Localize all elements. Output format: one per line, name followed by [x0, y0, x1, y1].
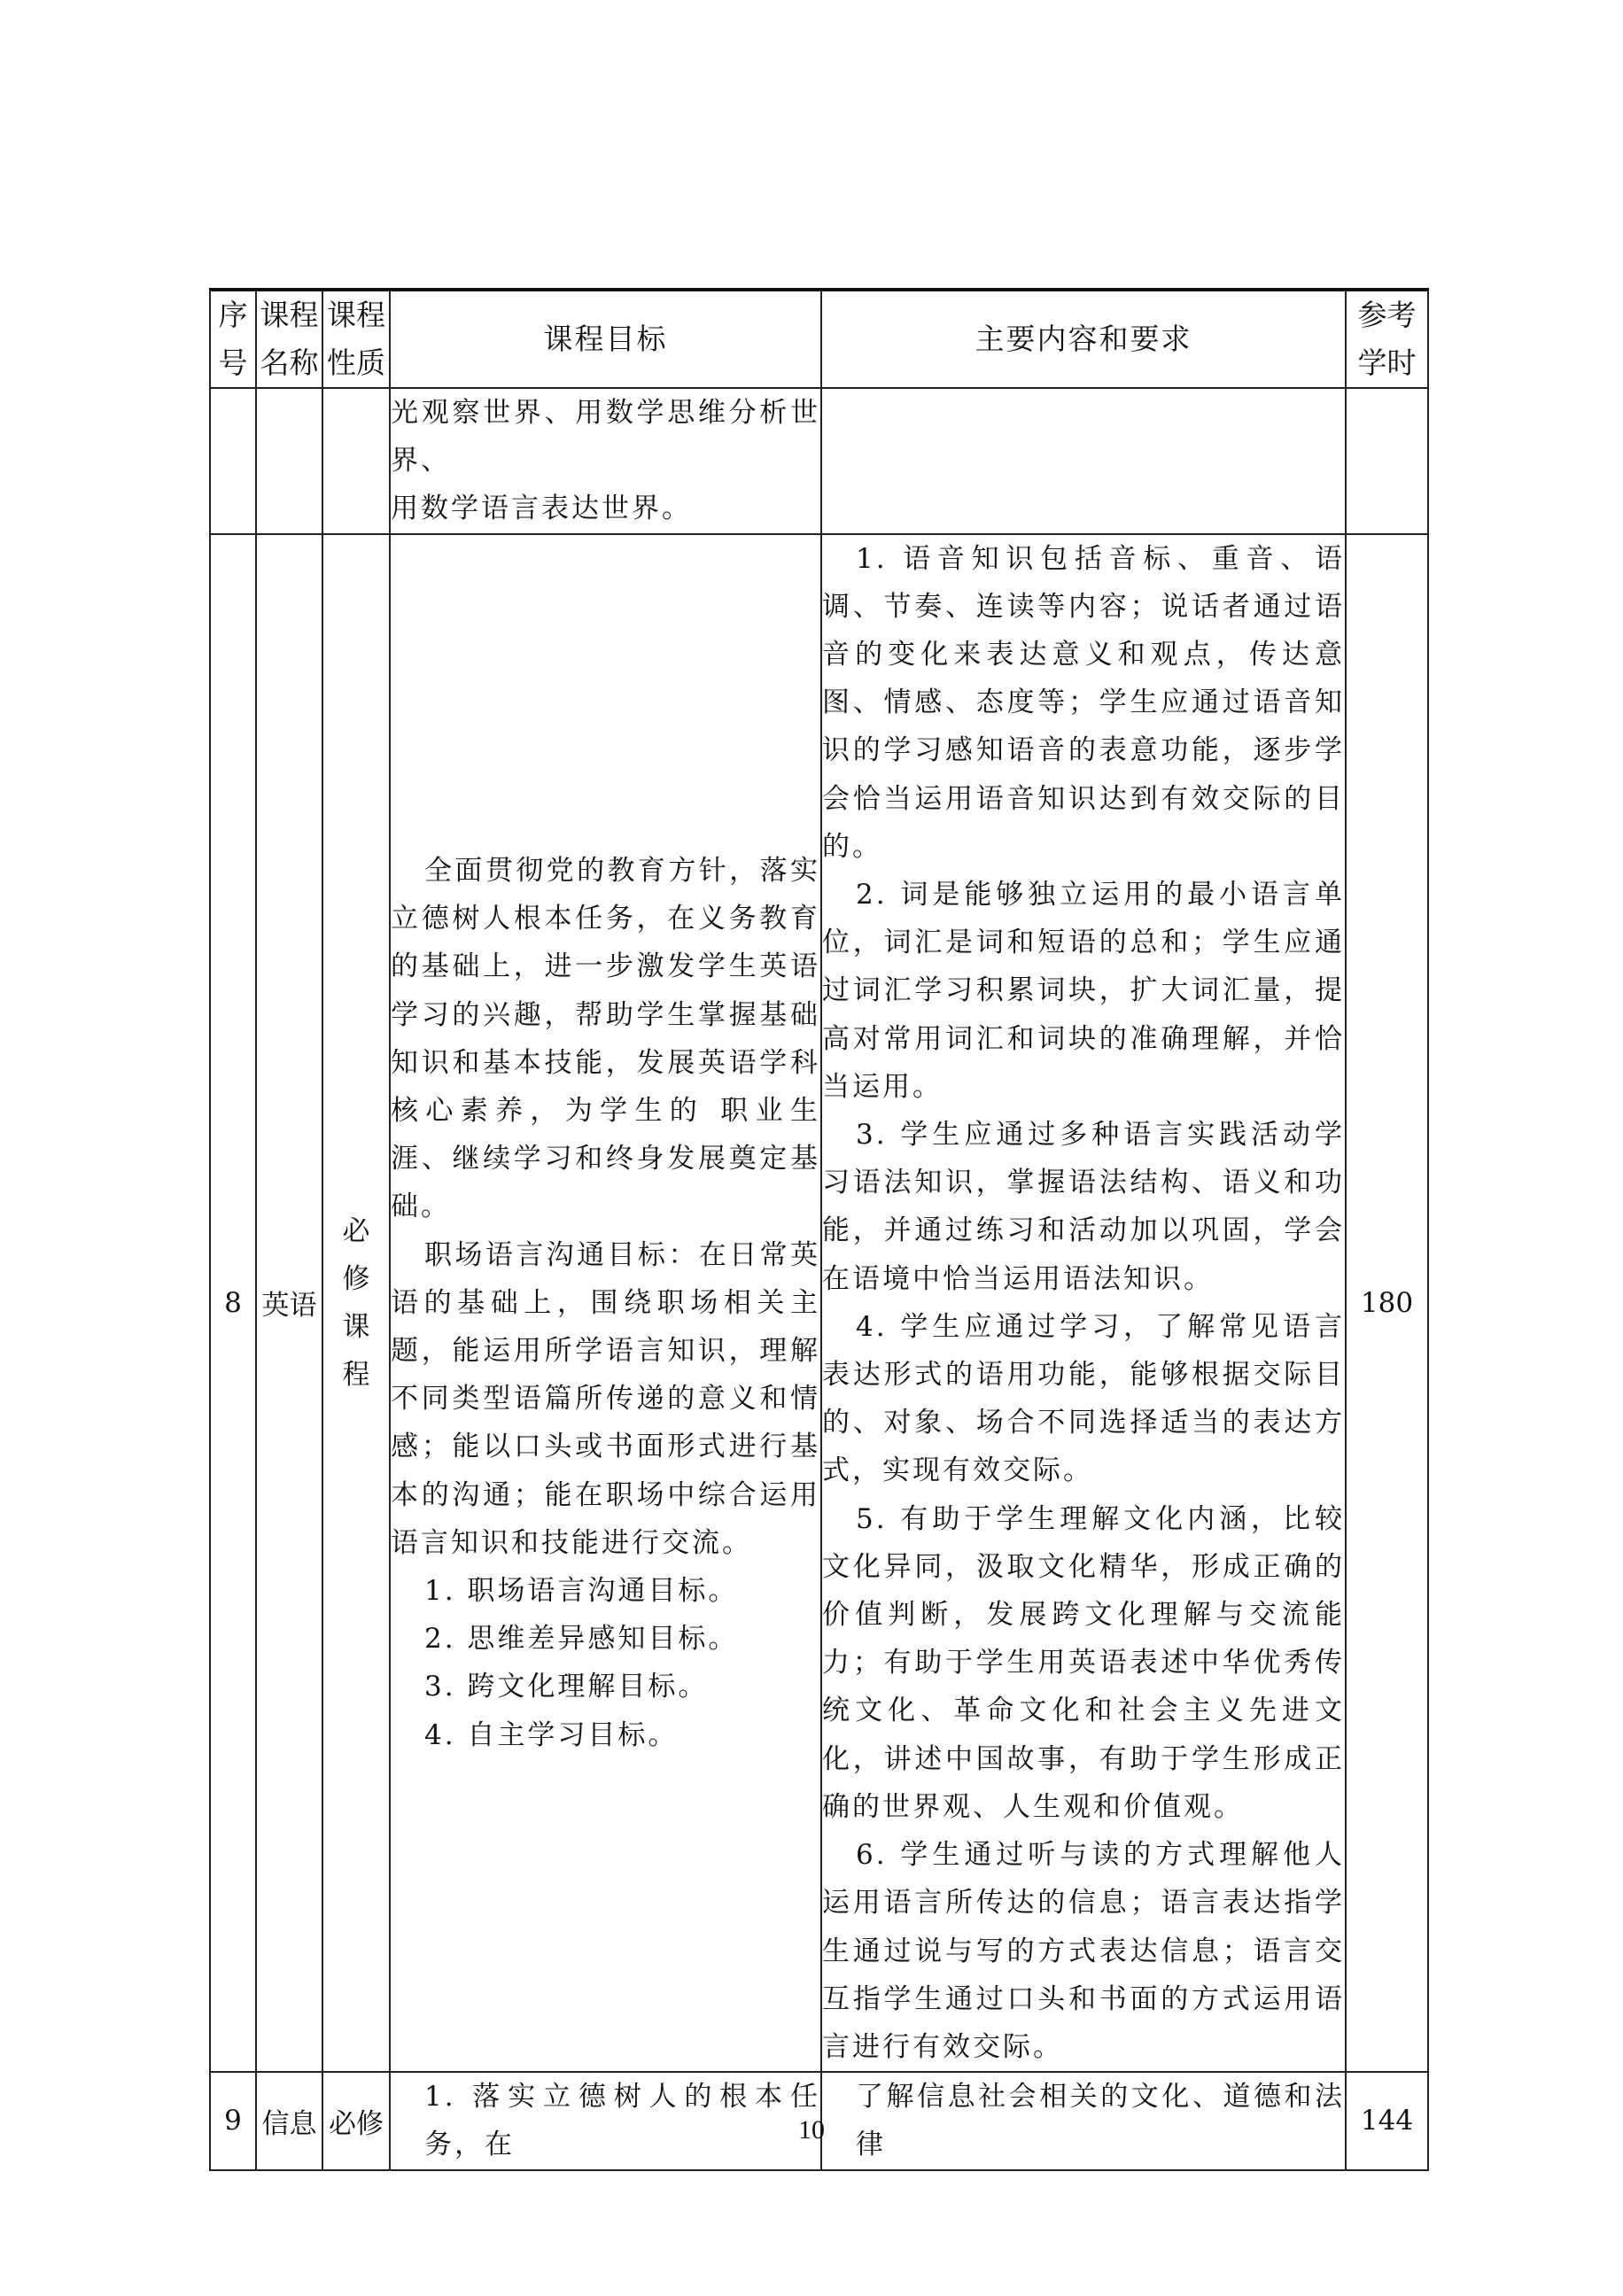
header-type-line2: 性质 — [327, 345, 385, 380]
english-no: 8 — [210, 534, 256, 2073]
info-hours: 144 — [1346, 2072, 1428, 2169]
english-content-paragraph: 1. 语音知识包括音标、重音、语调、节奏、连读等内容；说话者通过语音的变化来表达意义和观点，传达意图、情感、态度等；学生应通过语音知识的学习感知语音的表意功能，逐步学会恰当运用语音知识达到有效交际的目的。 — [822, 542, 1345, 863]
header-hours-line1: 参考 — [1357, 298, 1417, 332]
english-goal-paragraph: 职场语言沟通目标：在日常英语的基础上，围绕职场相关主 题，能运用所学语言知识，理解不同类型语篇所传递的意义和情感；能以口头或书面形式进行基本的沟通；能在职场中综合运用语言知识和技能进行交流。 — [391, 1238, 820, 1559]
header-name-line1: 课程 — [260, 298, 319, 332]
header-hours-line2: 学时 — [1357, 345, 1417, 380]
header-course-name — [256, 290, 322, 388]
cont-no-cell — [210, 388, 256, 534]
english-content-paragraph: 2. 词是能够独立运用的最小语言单位，词汇是词和短语的总和；学生应通过词汇学习积累词块，扩大词汇量，提高对常用词汇和词块的准确理解，并恰当运用。 — [822, 879, 1345, 1103]
info-name: 信息 — [256, 2072, 322, 2169]
english-type-char: 程 — [342, 1358, 370, 1391]
english-goal-paragraph: 全面贯彻党的教育方针，落实立德树人根本任务，在义务教育的基础上，进一步激发学生英语学习的兴趣，帮助学生掌握基础知识和基本技能，发展英语学科核心素养，为学生的 职业生涯、继续学习和终身发展奠定基础。 — [391, 854, 820, 1223]
english-type — [322, 534, 390, 2073]
header-course-content: 主要内容和要求 — [821, 290, 1346, 388]
english-goal-cell — [390, 534, 821, 2073]
cont-name-cell — [256, 388, 322, 534]
header-no — [210, 290, 256, 388]
cont-goal-cell — [390, 388, 821, 534]
english-goal-item: 3. 跨文化理解目标。 — [424, 1671, 709, 1703]
english-type-char: 必 — [342, 1214, 370, 1247]
table-row-english — [210, 534, 1428, 2073]
page-number: 10 — [798, 2115, 825, 2145]
cont-type-cell — [322, 388, 390, 534]
english-content-paragraph: 3. 学生应通过多种语言实践活动学习语法知识，掌握语法结构、语义和功能，并通过练习和活动加以巩固，学会在语境中恰当运用语法知识。 — [822, 1119, 1345, 1295]
cont-goal-line: 用数学语言表达世界。 — [391, 493, 692, 525]
info-no: 9 — [210, 2072, 256, 2169]
english-goal-item: 4. 自主学习目标。 — [424, 1718, 679, 1751]
english-type-char: 修 — [342, 1262, 370, 1295]
header-course-goal: 课程目标 — [390, 290, 821, 388]
header-hours — [1346, 290, 1428, 388]
english-type-char: 课 — [342, 1310, 370, 1343]
english-name: 英语 — [256, 534, 322, 2073]
table-row-continuation — [210, 388, 1428, 534]
cont-content-cell — [821, 388, 1346, 534]
header-no-line1: 序 — [218, 298, 248, 332]
english-hours: 180 — [1346, 534, 1428, 2073]
english-content-paragraph: 4. 学生应通过学习，了解常见语言表达形式的语用功能，能够根据交际目的、对象、场合不同选择适当的表达方式，实现有效交际。 — [822, 1310, 1345, 1487]
header-type-line1: 课程 — [327, 298, 385, 332]
english-content-paragraph: 6. 学生通过听与读的方式理解他人运用语言所传达的信息；语言表达指学生通过说与写的方式表达信息；语言交互指学生通过口头和书面的方式运用语言进行有效交际。 — [822, 1839, 1345, 2063]
cont-hours-cell — [1346, 388, 1428, 534]
cont-goal-line: 光观察世界、用数学思维分析世界、 — [391, 397, 820, 477]
header-course-type — [322, 290, 390, 388]
info-type: 必修 — [322, 2072, 390, 2169]
english-content-cell — [821, 534, 1346, 2073]
info-content: 了解信息社会相关的文化、道德和法律 — [821, 2072, 1346, 2169]
info-goal: 1. 落实立德树人的根本任务，在 — [390, 2072, 821, 2169]
english-content-paragraph: 5. 有助于学生理解文化内涵，比较文化异同，汲取文化精华，形成正确的价值判断，发展跨文化理解与交流能力；有助于学生用英语表述中华优秀传统文化、革命文化和社会主义先进文化，讲述中国故事，有助于学生形成正确的世界观、人生观和价值观。 — [822, 1502, 1345, 1823]
header-name-line2: 名称 — [260, 345, 319, 380]
table-header-row — [210, 290, 1428, 388]
curriculum-table — [209, 288, 1429, 2171]
english-goal-item: 1. 职场语言沟通目标。 — [424, 1574, 739, 1607]
header-no-line2: 号 — [218, 345, 248, 380]
english-goal-item: 2. 思维差异感知目标。 — [424, 1623, 739, 1656]
